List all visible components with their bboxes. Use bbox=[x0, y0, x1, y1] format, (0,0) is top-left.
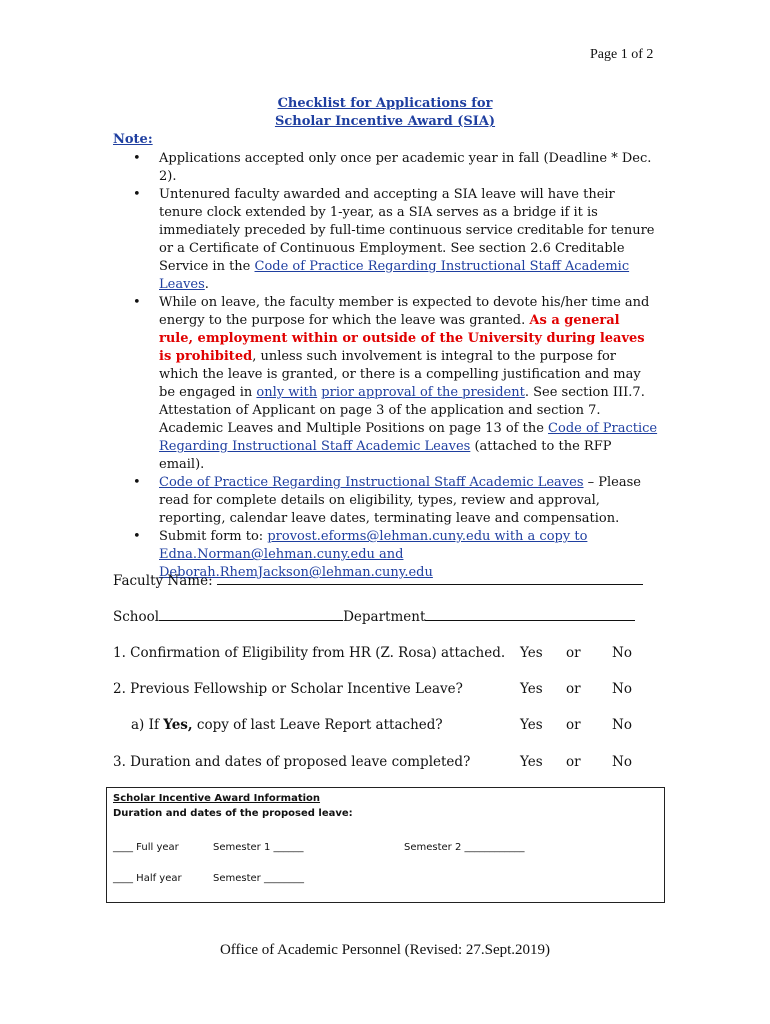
bullet-item bbox=[113, 186, 658, 294]
bullet-text: Submit form to: bbox=[159, 529, 268, 544]
school-department-row bbox=[113, 608, 635, 625]
question-emphasis: Yes, bbox=[163, 717, 193, 733]
sia-information-box bbox=[106, 787, 665, 903]
note-label: Note: bbox=[113, 132, 153, 147]
note-bullet-list bbox=[113, 146, 658, 582]
no-option[interactable]: No bbox=[612, 754, 632, 770]
footer: Office of Academic Personnel (Revised: 27.Sept.2019) bbox=[219, 942, 551, 958]
half-year-option[interactable]: ____ Half year bbox=[113, 873, 182, 884]
title-line-1: Checklist for Applications for bbox=[277, 96, 493, 111]
box-title: Scholar Incentive Award Information bbox=[113, 793, 321, 804]
title-line-2: Scholar Incentive Award (SIA) bbox=[274, 114, 496, 129]
bullet-text: While on leave, the faculty member is expected to devote his/her time and energy to the purpose for which the leave was granted. bbox=[159, 295, 650, 328]
question-3: 3. Duration and dates of proposed leave completed? bbox=[113, 754, 471, 770]
full-year-option[interactable]: ____ Full year bbox=[113, 842, 179, 853]
semester-field[interactable]: Semester ________ bbox=[213, 873, 304, 884]
faculty-name-field[interactable] bbox=[217, 572, 643, 585]
bullet-text: (attached to the RFP email). bbox=[159, 439, 612, 472]
bullet-item bbox=[113, 474, 658, 528]
semester-2-field[interactable]: Semester 2 ____________ bbox=[404, 842, 525, 853]
or-label: or bbox=[566, 645, 581, 661]
no-option[interactable]: No bbox=[612, 681, 632, 697]
bullet-item bbox=[113, 294, 658, 474]
or-label: or bbox=[566, 754, 581, 770]
page-number: Page 1 of 2 bbox=[590, 47, 654, 62]
bullet-text: – Please read for complete details on eligibility, types, review and approval, reporting, calendar leave dates, terminating leave and compensation. bbox=[159, 475, 641, 526]
question-text: a) If bbox=[131, 717, 164, 733]
general-rule-warning: As a general rule, employment within or outside of the University during leaves is prohibited bbox=[159, 313, 645, 364]
code-of-practice-link[interactable]: Code of Practice Regarding Instructional Staff Academic Leaves bbox=[159, 259, 630, 292]
faculty-name-row bbox=[113, 572, 643, 589]
or-label: or bbox=[566, 717, 581, 733]
prior-approval-link[interactable]: prior approval of the president bbox=[321, 385, 525, 400]
no-option[interactable]: No bbox=[612, 645, 632, 661]
bullet-text: . See section III.7. Attestation of Applicant on page 3 of the application and section 7. Academic Leaves and Multiple Positions on page 13 of the bbox=[159, 385, 645, 436]
question-1: 1. Confirmation of Eligibility from HR (Z. Rosa) attached. bbox=[113, 645, 506, 661]
semester-1-field[interactable]: Semester 1 ______ bbox=[213, 842, 304, 853]
department-field[interactable] bbox=[425, 608, 635, 621]
bullet-icon: • bbox=[133, 151, 141, 166]
yes-option[interactable]: Yes bbox=[520, 645, 543, 661]
submit-email-link[interactable]: provost.eforms@lehman.cuny.edu with a copy to Edna.Norman@lehman.cuny.edu and Deborah.RhemJackson@lehman.cuny.edu bbox=[159, 529, 588, 580]
only-with-link[interactable]: only with bbox=[256, 385, 318, 400]
bullet-icon: • bbox=[133, 187, 141, 202]
bullet-item bbox=[113, 150, 658, 186]
bullet-icon: • bbox=[133, 475, 141, 490]
code-of-practice-link[interactable]: Code of Practice Regarding Instructional Staff Academic Leaves bbox=[159, 475, 584, 490]
bullet-text: Applications accepted only once per academic year in fall (Deadline * Dec. 2). bbox=[159, 151, 652, 184]
code-of-practice-link[interactable]: Code of Practice Regarding Instructional Staff Academic Leaves bbox=[159, 421, 658, 454]
no-option[interactable]: No bbox=[612, 717, 632, 733]
yes-option[interactable]: Yes bbox=[520, 754, 543, 770]
yes-option[interactable]: Yes bbox=[520, 681, 543, 697]
bullet-text: . bbox=[204, 277, 209, 292]
bullet-icon: • bbox=[133, 529, 141, 544]
or-label: or bbox=[566, 681, 581, 697]
faculty-name-label: Faculty Name: bbox=[113, 573, 213, 589]
question-2: 2. Previous Fellowship or Scholar Incentive Leave? bbox=[113, 681, 463, 697]
department-label: Department bbox=[343, 609, 426, 625]
question-text: copy of last Leave Report attached? bbox=[192, 717, 443, 733]
school-label: School bbox=[113, 609, 160, 625]
school-field[interactable] bbox=[159, 608, 343, 621]
bullet-text: Untenured faculty awarded and accepting a SIA leave will have their tenure clock extended by 1-year, as a SIA serves as a bridge if it is immediately preceded by full-time continuous service creditable for tenure or a Certificate of Continuous Employment. See section 2.6 Creditable Service in the bbox=[159, 187, 655, 274]
yes-option[interactable]: Yes bbox=[520, 717, 543, 733]
box-subtitle: Duration and dates of the proposed leave: bbox=[113, 808, 353, 819]
question-2a bbox=[131, 717, 443, 733]
bullet-text: , unless such involvement is integral to the purpose for which the leave is granted, or there is a compelling justification and may be engaged in bbox=[159, 349, 641, 400]
bullet-icon: • bbox=[133, 295, 141, 310]
